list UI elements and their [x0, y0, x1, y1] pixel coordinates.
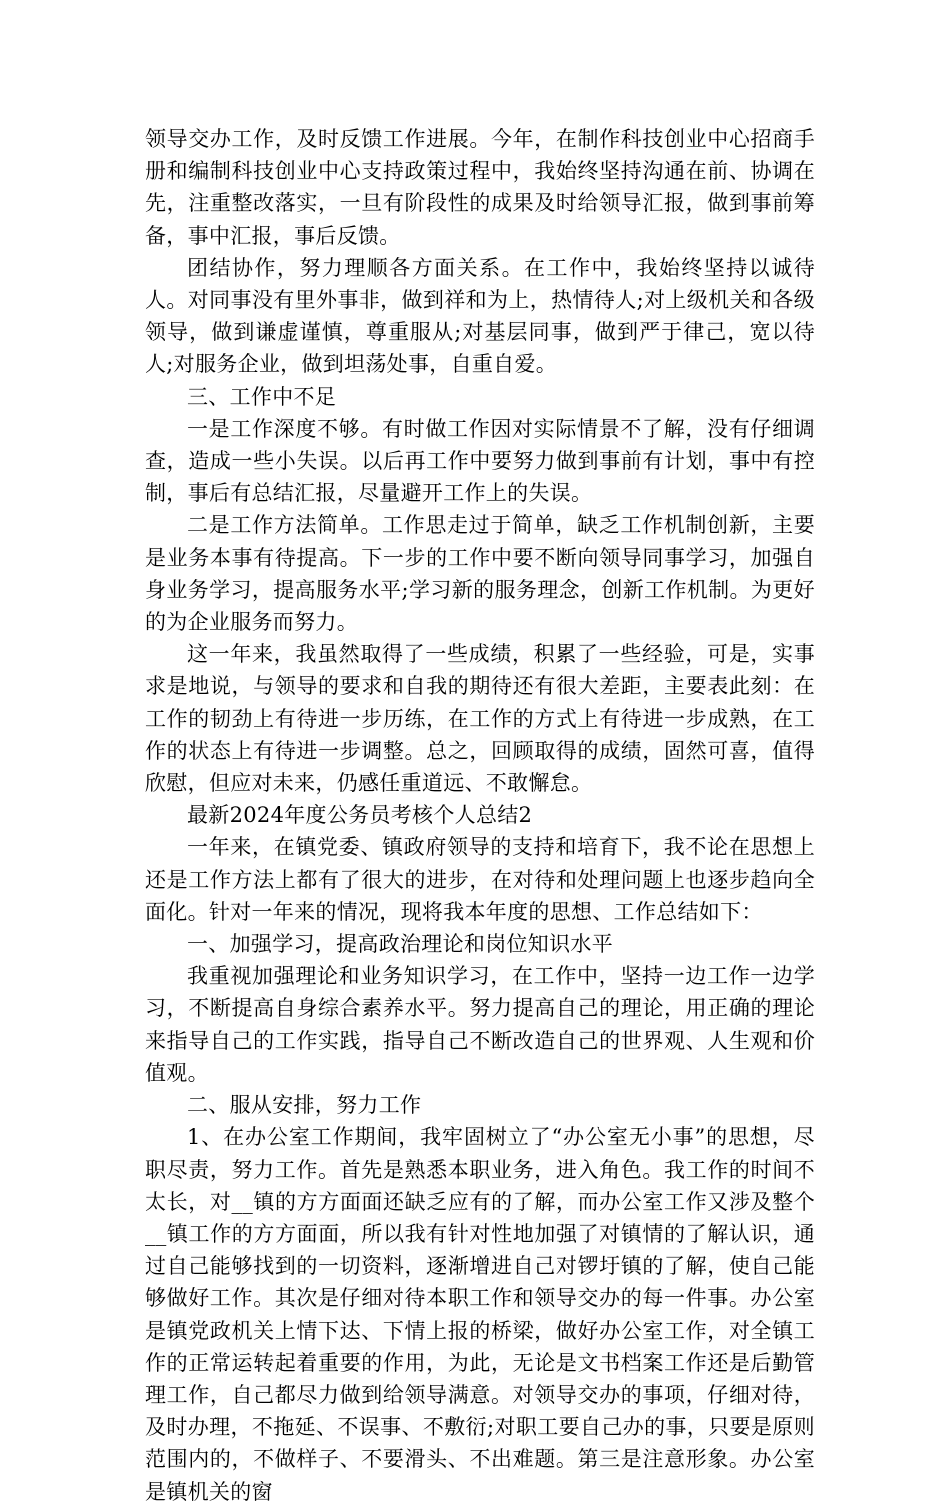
document-body: [145, 123, 815, 1508]
heading-shortcomings: 三、工作中不足: [187, 384, 337, 409]
paragraph-intro-summary-2: 一年来，在镇党委、镇政府领导的支持和培育下，我不论在思想上还是工作方法上都有了很大的进步，在对待和处理问题上也逐步趋向全面化。针对一年来的情况，现将我本年度的思想、工作总结如下：: [145, 835, 815, 924]
paragraph-office-work: 1、在办公室工作期间，我牢固树立了“办公室无小事”的思想，尽职尽责，努力工作。首先是熟悉本职业务，进入角色。我工作的时间不太长，对__镇的方方面面还缺乏应有的了解，而办公室工作又涉及整个__镇工作的方方面面，所以我有针对性地加强了对镇情的了解认识，通过自己能够找到的一切资料，逐渐增进自己对锣圩镇的了解，使自己能够做好工作。其次是仔细对待本职工作和领导交办的每一件事。办公室是镇党政机关上情下达、下情上报的桥梁，做好办公室工作，对全镇工作的正常运转起着重要的作用，为此，无论是文书档案工作还是后勤管理工作，自己都尽力做到给领导满意。对领导交办的事项，仔细对待，及时办理，不拖延、不误事、不敷衍;对职工要自己办的事，只要是原则范围内的，不做样子、不要滑头、不出难题。第三是注意形象。办公室是镇机关的窗: [145, 1125, 815, 1504]
paragraph-year-review: 这一年来，我虽然取得了一些成绩，积累了一些经验，可是，实事求是地说，与领导的要求和自我的期待还有很大差距，主要表此刻：在工作的韧劲上有待进一步历练，在工作的方式上有待进一步成熟，在工作的状态上有待进一步调整。总之，回顾取得的成绩，固然可喜，值得欣慰，但应对未来，仍感任重道远、不敢懈怠。: [145, 642, 815, 796]
paragraph-learning: 我重视加强理论和业务知识学习，在工作中，坚持一边工作一边学习，不断提高自身综合素养水平。努力提高自己的理论，用正确的理论来指导自己的工作实践，指导自己不断改造自己的世界观、人生观和价值观。: [145, 964, 815, 1085]
paragraph-report-work-progress: 领导交办工作，及时反馈工作进展。今年，在制作科技创业中心招商手册和编制科技创业中心支持政策过程中，我始终坚持沟通在前、协调在先，注重整改落实，一旦有阶段性的成果及时给领导汇报，做到事前筹备，事中汇报，事后反馈。: [145, 127, 815, 248]
paragraph-shortcoming-depth: 一是工作深度不够。有时做工作因对实际情景不了解，没有仔细调查，造成一些小失误。以后再工作中要努力做到事前有计划，事中有控制，事后有总结汇报，尽量避开工作上的失误。: [145, 416, 815, 506]
paragraph-teamwork: 团结协作，努力理顺各方面关系。在工作中，我始终坚持以诚待人。对同事没有里外事非，做到祥和为上，热情待人;对上级机关和各级领导，做到谦虚谨慎，尊重服从;对基层同事，做到严于律己，宽以待人;对服务企业，做到坦荡处事，自重自爱。: [145, 255, 815, 377]
heading-strengthen-learning: 一、加强学习，提高政治理论和岗位知识水平: [187, 932, 613, 957]
heading-obey-arrangements: 二、服从安排，努力工作: [187, 1093, 422, 1118]
heading-summary-2: 最新2024年度公务员考核个人总结2: [187, 803, 533, 828]
paragraph-shortcoming-method: 二是工作方法简单。工作思走过于简单，缺乏工作机制创新，主要是业务本事有待提高。下一步的工作中要不断向领导同事学习，加强自身业务学习，提高服务水平;学习新的服务理念，创新工作机制。为更好的为企业服务而努力。: [145, 513, 815, 635]
